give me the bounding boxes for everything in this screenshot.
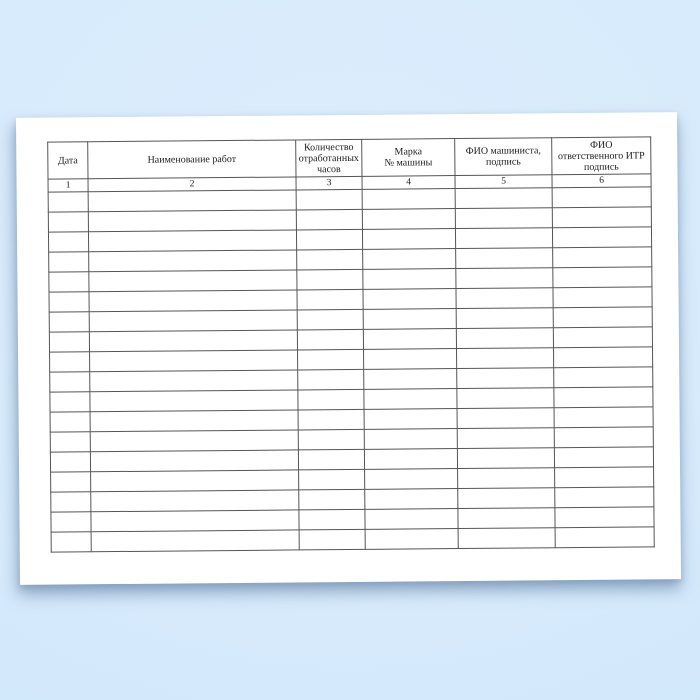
table-row [51, 527, 654, 552]
table-cell [90, 370, 298, 392]
table-cell [296, 229, 362, 250]
column-number: 2 [88, 177, 296, 192]
table-cell [364, 429, 457, 450]
table-cell [458, 528, 555, 549]
table-cell [553, 307, 652, 328]
table-cell [89, 310, 297, 332]
table-cell [554, 347, 653, 368]
column-number: 4 [362, 176, 455, 190]
table-cell [458, 468, 555, 489]
table-cell [554, 427, 653, 448]
table-cell [88, 210, 296, 232]
table-cell [298, 349, 364, 370]
table-cell [297, 269, 363, 290]
table-cell [91, 470, 299, 492]
table-cell [456, 328, 553, 349]
table-cell [553, 287, 652, 308]
table-cell [458, 488, 555, 509]
table-cell [555, 487, 654, 508]
table-cell [455, 188, 552, 209]
table-cell [552, 227, 651, 248]
table-cell [363, 249, 456, 270]
table-cell [555, 467, 654, 488]
table-header-row [48, 137, 651, 179]
table-cell [91, 530, 299, 552]
column-number: 5 [455, 175, 552, 189]
column-header-responsible-itr-signature: ФИО ответственного ИТР подпись [552, 137, 651, 175]
table-cell [363, 289, 456, 310]
table-cell [555, 527, 654, 548]
table-cell [90, 410, 298, 432]
table-cell [50, 432, 90, 452]
table-cell [297, 289, 363, 310]
table-cell [298, 429, 364, 450]
table-cell [362, 229, 455, 250]
table-cell [51, 472, 91, 492]
table-cell [552, 187, 651, 208]
table-cell [553, 247, 652, 268]
table-cell [51, 532, 91, 552]
table-cell [89, 290, 297, 312]
table-cell [298, 369, 364, 390]
table-cell [48, 232, 88, 252]
column-header-work-name: Наименование работ [88, 140, 296, 179]
column-number: 3 [296, 176, 362, 190]
table-cell [296, 189, 362, 210]
table-cell [554, 387, 653, 408]
column-header-machine-brand: Марка № машины [362, 139, 455, 177]
table-cell [554, 447, 653, 468]
table-cell [554, 407, 653, 428]
table-cell [298, 389, 364, 410]
table-cell [89, 330, 297, 352]
table-cell [364, 349, 457, 370]
table-cell [90, 430, 298, 452]
table-cell [299, 529, 365, 550]
table-cell [50, 392, 90, 412]
table-cell [49, 252, 89, 272]
table-cell [362, 209, 455, 230]
table-cell [90, 350, 298, 372]
table-cell [552, 207, 651, 228]
table-cell [50, 452, 90, 472]
table-cell [51, 512, 91, 532]
table-cell [363, 269, 456, 290]
table-cell [457, 348, 554, 369]
table-cell [49, 272, 89, 292]
table-cell [51, 492, 91, 512]
table-cell [457, 368, 554, 389]
table-cell [363, 309, 456, 330]
column-header-hours-worked: Количество отработанных часов [296, 139, 362, 177]
table-cell [50, 412, 90, 432]
table-cell [457, 408, 554, 429]
table-cell [456, 248, 553, 269]
table-cell [299, 469, 365, 490]
table-cell [298, 409, 364, 430]
table-cell [49, 332, 89, 352]
table-cell [554, 367, 653, 388]
table-cell [364, 409, 457, 430]
table-cell [363, 329, 456, 350]
table-cell [48, 212, 88, 232]
table-cell [456, 288, 553, 309]
table-cell [364, 369, 457, 390]
blank-rows-body [48, 187, 654, 552]
table-cell [458, 508, 555, 529]
column-number: 1 [48, 179, 88, 192]
table-cell [553, 267, 652, 288]
table-cell [88, 190, 296, 212]
table-cell [457, 388, 554, 409]
paper-sheet [16, 112, 681, 585]
table-cell [365, 469, 458, 490]
worklog-table [47, 136, 655, 552]
table-cell [365, 509, 458, 530]
table-cell [89, 250, 297, 272]
table-cell [555, 507, 654, 528]
table-cell [299, 509, 365, 530]
table-cell [88, 230, 296, 252]
table-cell [362, 189, 455, 210]
table-cell [364, 389, 457, 410]
table-cell [90, 390, 298, 412]
table-cell [49, 292, 89, 312]
table-cell [365, 489, 458, 510]
table-cell [91, 510, 299, 532]
table-cell [456, 268, 553, 289]
table-cell [49, 312, 89, 332]
table-cell [48, 192, 88, 212]
table-cell [457, 448, 554, 469]
table-cell [299, 489, 365, 510]
table-cell [455, 208, 552, 229]
table-cell [553, 327, 652, 348]
table-cell [50, 352, 90, 372]
column-header-operator-signature: ФИО машиниста, подпись [455, 138, 552, 176]
table-cell [456, 308, 553, 329]
table-cell [91, 490, 299, 512]
table-cell [297, 249, 363, 270]
table-cell [90, 450, 298, 472]
table-cell [364, 449, 457, 470]
table-cell [297, 309, 363, 330]
table-cell [296, 209, 362, 230]
column-header-date: Дата [48, 142, 88, 179]
column-number: 6 [552, 174, 651, 188]
table-cell [297, 329, 363, 350]
table-cell [50, 372, 90, 392]
table-cell [89, 270, 297, 292]
table-cell [365, 529, 458, 550]
table-cell [455, 228, 552, 249]
table-cell [298, 449, 364, 470]
table-cell [457, 428, 554, 449]
